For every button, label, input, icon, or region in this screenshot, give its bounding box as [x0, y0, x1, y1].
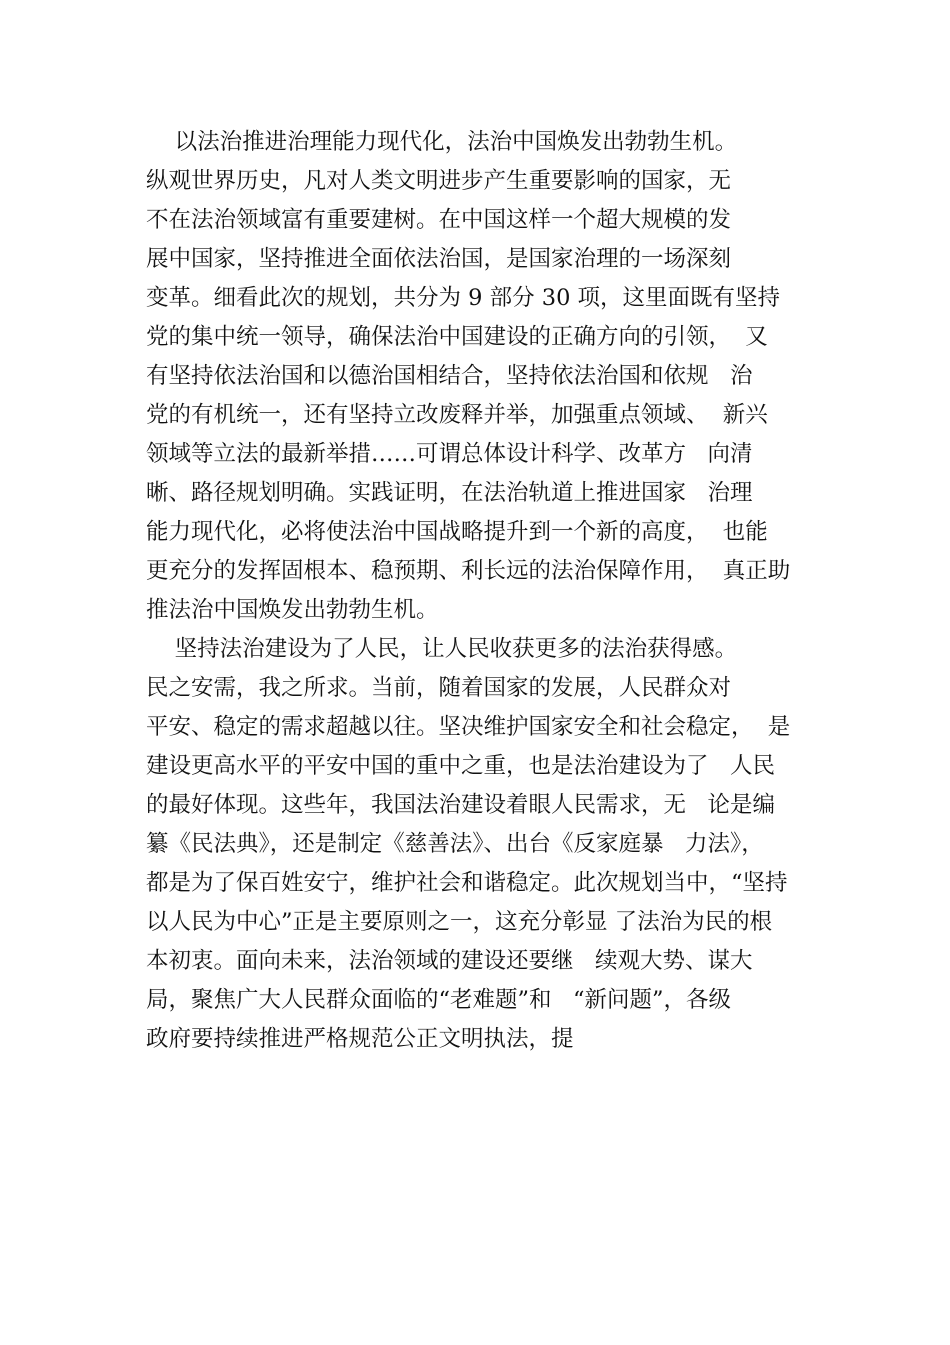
- paragraph-1-line-1: 以法治推进治理能力现代化，法治中国焕发出勃勃生机。: [146, 129, 738, 155]
- paragraph-2-line-10: 局，聚焦广大人民群众面临的“老难题”和 “新问题”，各级: [146, 987, 731, 1013]
- paragraph-1-line-8: 党的有机统一，还有坚持立改废释并举，加强重点领域、 新兴: [146, 402, 768, 428]
- paragraph-1-line-9: 领域等立法的最新举措……可谓总体设计科学、改革方 向清: [146, 441, 753, 467]
- paragraph-2-line-4: 建设更高水平的平安中国的重中之重，也是法治建设为了 人民: [146, 753, 775, 779]
- paragraph-1-line-7: 有坚持依法治国和以德治国相结合，坚持依法治国和依规 治: [146, 363, 753, 389]
- body-text: [146, 123, 836, 1059]
- paragraph-2-line-5: 的最好体现。这些年，我国法治建设着眼人民需求，无 论是编: [146, 792, 775, 818]
- paragraph-1-line-11: 能力现代化，必将使法治中国战略提升到一个新的高度， 也能: [146, 519, 768, 545]
- paragraph-2-line-7: 都是为了保百姓安宁，维护社会和谐稳定。此次规划当中，“坚持: [146, 870, 788, 896]
- paragraph-2-line-3: 平安、稳定的需求超越以往。坚决维护国家安全和社会稳定， 是: [146, 714, 791, 740]
- paragraph-1-line-13: 推法治中国焕发出勃勃生机。: [146, 597, 439, 623]
- paragraph-1-line-2: 纵观世界历史，凡对人类文明进步产生重要影响的国家，无: [146, 168, 732, 194]
- paragraph-1-line-12: 更充分的发挥固根本、稳预期、利长远的法治保障作用， 真正助: [146, 558, 791, 584]
- paragraph-1-line-6: 党的集中统一领导，确保法治中国建设的正确方向的引领， 又: [146, 324, 768, 350]
- paragraph-1-line-3: 不在法治领域富有重要建树。在中国这样一个超大规模的发: [146, 207, 732, 233]
- paragraph-1-line-4: 展中国家，坚持推进全面依法治国，是国家治理的一场深刻: [146, 246, 732, 272]
- paragraph-2-line-8: 以人民为中心”正是主要原则之一，这充分彰显 了法治为民的根: [146, 909, 773, 935]
- paragraph-2-line-6: 纂《民法典》，还是制定《慈善法》、出台《反家庭暴 力法》，: [146, 831, 764, 857]
- paragraph-2-line-11: 政府要持续推进严格规范公正文明执法，提: [146, 1026, 574, 1052]
- paragraph-2-line-2: 民之安需，我之所求。当前，随着国家的发展，人民群众对: [146, 675, 732, 701]
- paragraph-1-line-10: 晰、路径规划明确。实践证明，在法治轨道上推进国家 治理: [146, 480, 753, 506]
- paragraph-2-line-9: 本初衷。面向未来，法治领域的建设还要继 续观大势、谋大: [146, 948, 753, 974]
- paragraph-1-line-5: 变革。细看此次的规划，共分为 9 部分 30 项，这里面既有坚持: [146, 285, 781, 311]
- paragraph-2-line-1: 坚持法治建设为了人民，让人民收获更多的法治获得感。: [146, 636, 738, 662]
